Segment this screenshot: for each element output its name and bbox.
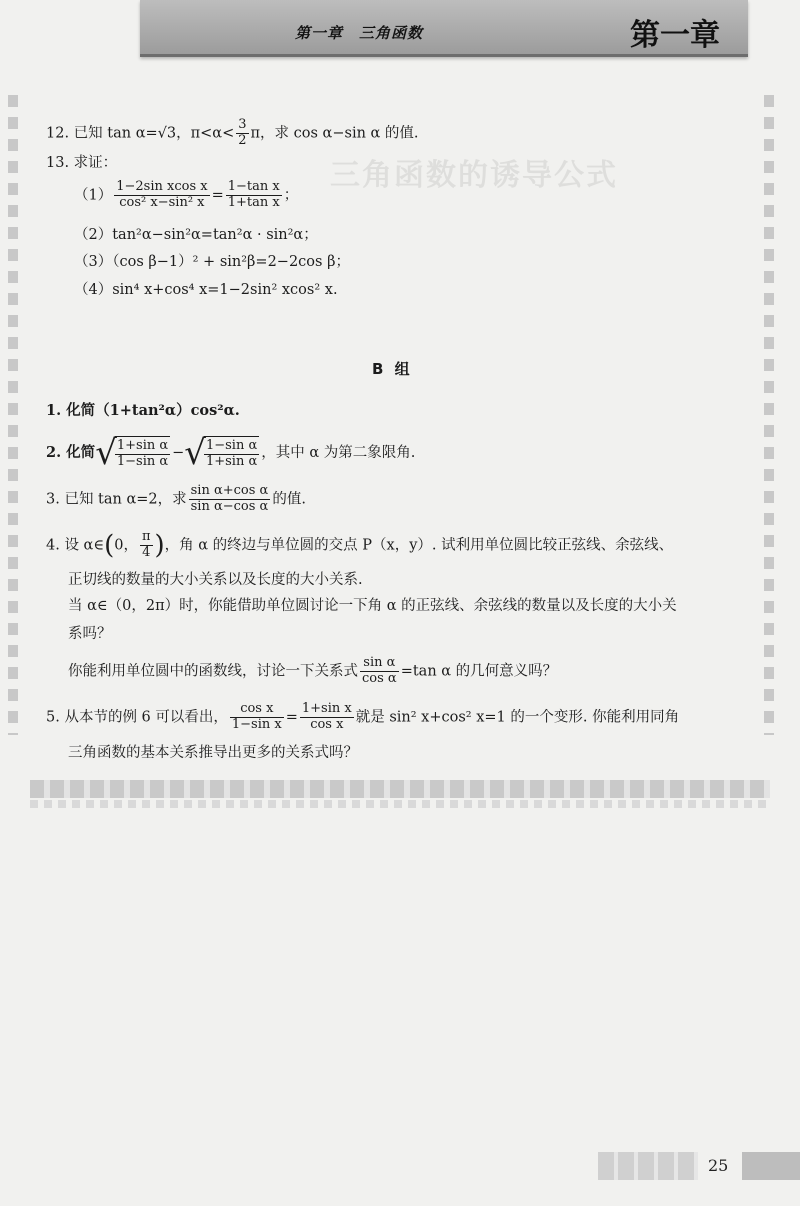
footer-tab: [742, 1152, 800, 1180]
b-question-5-line-2: 三角函数的基本关系推导出更多的关系式吗？: [68, 745, 358, 761]
b-question-1: 1. 化简（1+tan²α）cos²α.: [46, 402, 240, 419]
fraction: $\frac{\text{1+sin α}}{\text{1−sin α}}$: [116, 438, 169, 469]
page-number: 25: [708, 1156, 729, 1175]
left-edge-decoration: [8, 95, 18, 735]
b-question-4-line-5: 你能利用单位圆中的函数线，讨论一下关系式 $\frac{\text{sin α}}{\text{cos α}}$ =tan α 的几何意义吗？: [68, 655, 558, 686]
problem-13-1: （1） $\frac{\text{1−2sin xcos x}}{\text{cos² x−sin² x}}$ = $\frac{\text{1−tan x}}{\text{1+tan x}}$ ；: [74, 179, 299, 210]
problem-13-4: （4）sin⁴ x+cos⁴ x=1−2sin² xcos² x.: [74, 282, 338, 298]
footer-decoration: [598, 1152, 698, 1180]
fraction: $\frac{\text{1+sin x}}{\text{cos x}}$: [301, 701, 352, 732]
problem-13-2: （2）tan²α−sin²α=tan²α · sin²α；: [74, 227, 318, 243]
fraction: $\frac{\text{1−tan x}}{\text{1+tan x}}$: [227, 179, 280, 210]
square-root: √ $\frac{\text{1−sin α}}{\text{1+sin α}}$: [184, 433, 258, 473]
square-root: √ $\frac{\text{1+sin α}}{\text{1−sin α}}$: [95, 433, 169, 473]
b-question-4-line-2: 正切线的数量的大小关系以及长度的大小关系.: [68, 572, 363, 588]
fraction: $\frac{\text{1−sin α}}{\text{1+sin α}}$: [205, 438, 258, 469]
fraction: $\frac{\pi}{4}$: [141, 529, 151, 560]
fraction: $\frac{\text{1−2sin xcos x}}{\text{cos² x−sin² x}}$: [116, 179, 208, 210]
chapter-label: 第一章: [630, 18, 720, 53]
fraction: $\frac{\text{cos x}}{\text{1−sin x}}$: [231, 701, 282, 732]
fraction: $\frac{\text{sin α+cos α}}{\text{sin α−cos α}}$: [190, 483, 269, 514]
fraction: $\frac{\text{sin α}}{\text{cos α}}$: [362, 655, 397, 686]
group-b-title: B 组: [372, 360, 413, 378]
section-divider-strip: [30, 780, 770, 798]
problem-13-3: （3）（cos β−1）² + sin²β=2−2cos β；: [74, 254, 350, 270]
fraction: $\frac{3}{2}$: [238, 117, 247, 148]
problem-13-heading: 13. 求证：: [46, 155, 118, 171]
b-question-4-line-4: 系吗？: [68, 626, 112, 642]
show-through-heading: 三角函数的诱导公式: [330, 158, 618, 193]
b-question-4-line-3: 当 α∈（0，2π）时，你能借助单位圆讨论一下角 α 的正弦线、余弦线的数量以及长度的大小关: [68, 598, 677, 614]
b-question-4: 4. 设 α∈(0， $\frac{\pi}{4}$ )，角 α 的终边与单位圆的交点 P（x，y）. 试利用单位圆比较正弦线、余弦线、: [46, 529, 674, 561]
section-divider-dashes: [30, 800, 770, 808]
b-question-5: 5. 从本节的例 6 可以看出， $\frac{\text{cos x}}{\text{1−sin x}}$ = $\frac{\text{1+sin x}}{\text{cos x}}$ 就是 sin² x+cos² x=1 的一个变形. 你能利用同角: [46, 701, 680, 732]
b-question-3: 3. 已知 tan α=2，求 $\frac{\text{sin α+cos α}}{\text{sin α−cos α}}$ 的值.: [46, 483, 306, 514]
right-edge-decoration: [764, 95, 774, 735]
problem-12: 12. 已知 tan α=√3，π<α< $\frac{3}{2}$ π，求 cos α−sin α 的值.: [46, 117, 419, 148]
chapter-header-title: 第一章 三角函数: [295, 24, 424, 42]
b-question-2: 2. 化简√ $\frac{\text{1+sin α}}{\text{1−sin α}}$ −√ $\frac{\text{1−sin α}}{\text{1+sin α}}$ ，其中 α 为第二象限角.: [46, 433, 416, 473]
